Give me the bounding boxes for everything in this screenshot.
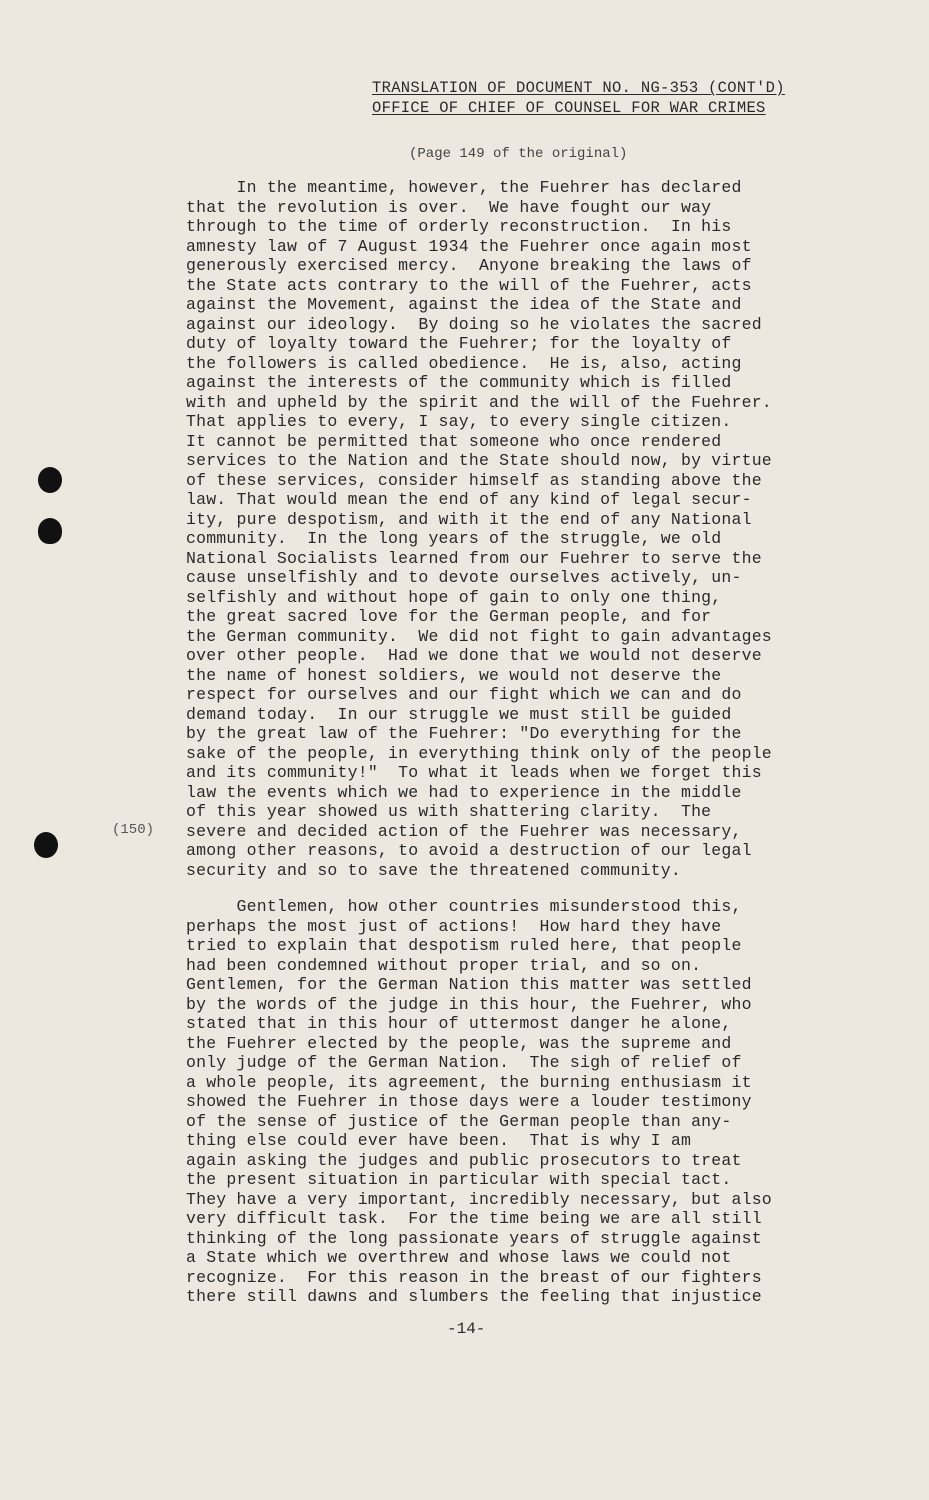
text-line: It cannot be permitted that someone who once rendered — [186, 431, 722, 451]
text-line: the German community. We did not fight to gain advantages — [186, 626, 772, 646]
header-office: OFFICE OF CHIEF OF COUNSEL FOR WAR CRIMES — [372, 99, 766, 117]
punch-hole — [34, 832, 58, 858]
text-line: over other people. Had we done that we would not deserve — [186, 646, 762, 665]
text-line: a State which we overthrew and whose laws we could not — [186, 1248, 732, 1267]
text-line: the followers is called obedience. He is, also, acting — [186, 353, 742, 373]
text-line: thinking of the long passionate years of struggle against — [186, 1228, 762, 1248]
text-line: duty of loyalty toward the Fuehrer; for the loyalty of — [186, 334, 732, 353]
text-line: there still dawns and slumbers the feeling that injustice — [186, 1287, 762, 1306]
text-line: severe and decided action of the Fuehrer was necessary, — [186, 821, 742, 841]
text-line: only judge of the German Nation. The sigh of relief of — [186, 1053, 742, 1072]
text-line: the name of honest soldiers, we would not deserve the — [186, 665, 722, 685]
text-line: the great sacred love for the German people, and for — [186, 607, 712, 626]
text-line: They have a very important, incredibly necessary, but also — [186, 1189, 772, 1209]
text-line: of the sense of justice of the German people than any- — [186, 1111, 732, 1131]
document-header — [372, 78, 862, 118]
text-line: the present situation in particular with special tact. — [186, 1170, 732, 1189]
text-line: selfishly and without hope of gain to only one thing, — [186, 587, 722, 607]
text-line: the State acts contrary to the will of the Fuehrer, acts — [186, 275, 752, 295]
text-line: respect for ourselves and our fight which we can and do — [186, 685, 742, 704]
text-line: generously exercised mercy. Anyone breaking the laws of — [186, 256, 752, 275]
text-line: thing else could ever have been. That is why I am — [186, 1131, 692, 1150]
text-line: again asking the judges and public prosecutors to treat — [186, 1150, 742, 1170]
text-line: by the words of the judge in this hour, the Fuehrer, who — [186, 994, 752, 1014]
margin-page-note: (150) — [112, 822, 155, 838]
text-line: Gentlemen, for the German Nation this matter was settled — [186, 975, 752, 994]
text-line: against our ideology. By doing so he violates the sacred — [186, 314, 762, 334]
text-line: community. In the long years of the struggle, we old — [186, 529, 722, 548]
text-line: That applies to every, I say, to every single citizen. — [186, 412, 732, 431]
text-line: National Socialists learned from our Fuehrer to serve the — [186, 548, 762, 568]
punch-hole — [38, 518, 62, 544]
text-line: against the Movement, against the idea of the State and — [186, 295, 742, 314]
text-line: against the interests of the community which is filled — [186, 373, 732, 392]
header-title: TRANSLATION OF DOCUMENT NO. NG-353 (CONT'D) — [372, 79, 785, 97]
paragraph-gap — [186, 880, 876, 897]
text-line: the Fuehrer elected by the people, was the supreme and — [186, 1033, 732, 1053]
text-line: sake of the people, in everything think only of the people — [186, 743, 772, 763]
text-line: Gentlemen, how other countries misunderstood this, — [186, 897, 742, 916]
text-line: ity, pure despotism, and with it the end of any National — [186, 509, 752, 529]
text-line: through to the time of orderly reconstruction. In his — [186, 217, 732, 236]
text-line: that the revolution is over. We have fought our way — [186, 197, 712, 217]
text-line: by the great law of the Fuehrer: "Do everything for the — [186, 724, 742, 743]
body-paragraph — [186, 897, 876, 1307]
punch-hole — [38, 467, 62, 493]
text-line: cause unselfishly and to devote ourselves actively, un- — [186, 568, 742, 587]
page-number: -14- — [447, 1320, 486, 1338]
text-line: law the events which we had to experience in the middle — [186, 782, 742, 802]
text-line: of this year showed us with shattering clarity. The — [186, 802, 712, 821]
text-line: demand today. In our struggle we must still be guided — [186, 704, 732, 724]
text-line: a whole people, its agreement, the burning enthusiasm it — [186, 1072, 752, 1092]
body-paragraph — [186, 178, 876, 880]
text-line: perhaps the most just of actions! How hard they have — [186, 916, 722, 936]
text-line: of these services, consider himself as standing above the — [186, 470, 762, 490]
text-line: security and so to save the threatened community. — [186, 860, 681, 880]
text-line: recognize. For this reason in the breast of our fighters — [186, 1267, 762, 1287]
text-line: stated that in this hour of uttermost danger he alone, — [186, 1014, 732, 1033]
text-line: had been condemned without proper trial, and so on. — [186, 955, 702, 975]
page-reference: (Page 149 of the original) — [409, 146, 628, 162]
text-line: showed the Fuehrer in those days were a louder testimony — [186, 1092, 752, 1111]
text-line: with and upheld by the spirit and the will of the Fuehrer. — [186, 392, 772, 412]
text-line: tried to explain that despotism ruled here, that people — [186, 936, 742, 955]
text-line: very difficult task. For the time being we are all still — [186, 1209, 762, 1228]
document-body — [186, 178, 876, 1307]
text-line: In the meantime, however, the Fuehrer has declared — [186, 178, 742, 197]
text-line: services to the Nation and the State should now, by virtue — [186, 451, 772, 470]
text-line: amnesty law of 7 August 1934 the Fuehrer once again most — [186, 236, 752, 256]
text-line: among other reasons, to avoid a destruction of our legal — [186, 841, 752, 860]
text-line: and its community!" To what it leads when we forget this — [186, 763, 762, 782]
text-line: law. That would mean the end of any kind of legal secur- — [186, 490, 752, 509]
